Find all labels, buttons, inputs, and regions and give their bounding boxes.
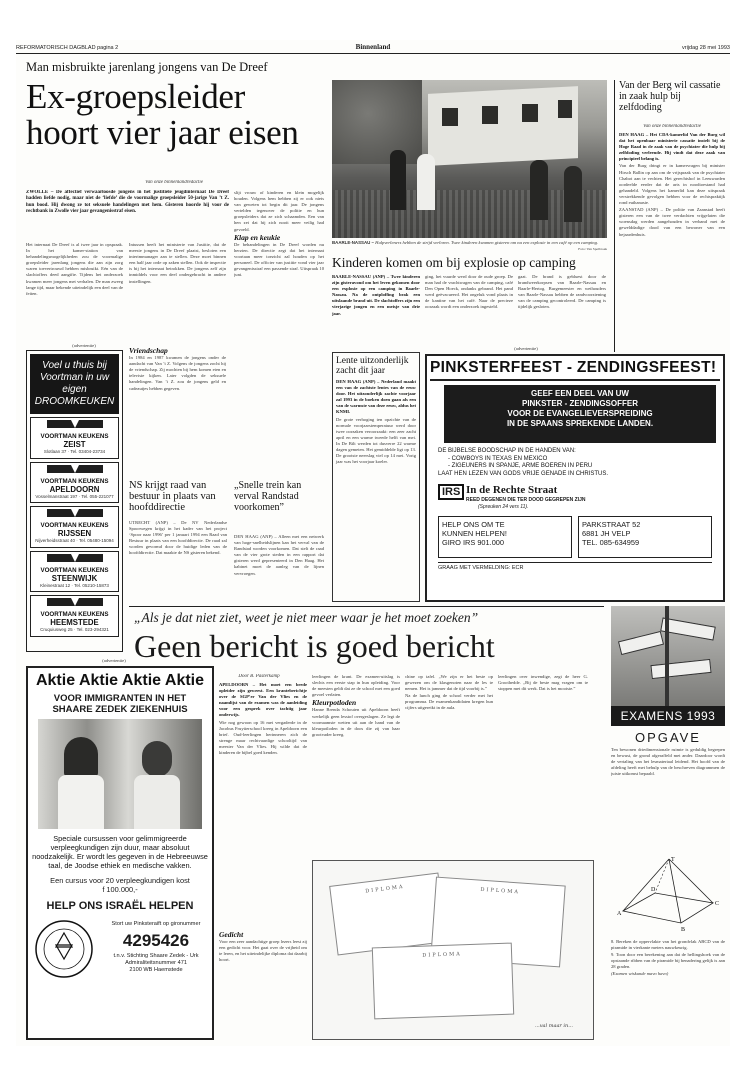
diploma-caption: ...val maar in... bbox=[534, 1023, 573, 1029]
lente-body bbox=[336, 379, 416, 465]
geen-bericht-head bbox=[134, 610, 604, 670]
pinkster-banner bbox=[444, 385, 716, 443]
lead-intro: ZWOLLE – De affectief verwaarloosde jongens in het justitiële jeugdinternaat De Dreef hadden liefde nodig, maar niet de ‘liefde’ die de voormalige groepsleider 50-jarige Van ’t Z. hun bood. Hij dwong ze tot seksuele handelingen met hem. Gisteren hoorde hij voor de rechtbank in Zwolle vier jaar gevangenisstraf eisen. bbox=[26, 190, 229, 215]
israel-org bbox=[102, 953, 210, 983]
person bbox=[390, 150, 406, 210]
israel-title: Aktie Aktie Aktie Aktie bbox=[35, 672, 205, 689]
camping-col-1 bbox=[332, 274, 420, 350]
israel-label: (advertentie) bbox=[102, 658, 126, 663]
israel-body: Speciale cursussen voor gelimmigreerde verpleegkundigen zijn duur, maar absoluut noodzakelijk. Er wordt les gegeven in de Hebreeuwse taal, de Joodse ethiek en medische vakken. bbox=[32, 834, 208, 870]
voortman-city: RIJSSEN bbox=[57, 529, 92, 538]
voortman-brand: VOORTMAN KEUKENS bbox=[40, 566, 109, 574]
camping-headline: Kinderen komen om bij explosie op camping bbox=[332, 256, 576, 270]
lead-col-3-text: slijt vrouw of kinderen en klein mogelijk houden. Volgens hem hebben zij er ook niets van geweten tot begin dit jaar. De jongens vertelden tegenover de politie en hun groepsleiders dat ze zich schaamden. Een van hen zei dat hij zich nooit meer veilig had gevoeld. bbox=[234, 190, 324, 232]
voortman-address: Cruquiusweg 25 · Tel. 023-294321 bbox=[40, 627, 109, 632]
camping-col-3-text: gaat. De brand is gebluest door de brandweerkorpsen van Baarle-Nassau en Baarle-Hertog. Burgemeester en wethouders van Baarle-Nassau hebben de randvoorziening van de camping gecontroleerd. De camping is tijdelijk gesloten. bbox=[518, 274, 606, 310]
geen-bericht-text: leerlingen de krant. De examen-uitslag is slechts een eerste stap in hun opleiding. Voor de meesten geldt dat ze de school met een goed gevoel verlaten. bbox=[312, 674, 400, 698]
pinkster-body-line: - COWBOYS IN TEXAS EN MEXICO bbox=[448, 455, 548, 462]
geen-bericht-text: chine op tafel. „We zijn er het beste op gewezen om de klasgenoten naar de les te nemen. Het is jammer dat de tijd voorbij is.” bbox=[405, 674, 493, 692]
irs-sub: REED DEGENEN DIE TER DOOD GEGREPEN ZIJN bbox=[466, 497, 586, 504]
pinkster-giro: GIRO IRS 901.000 bbox=[442, 538, 505, 548]
vertex-label: D bbox=[651, 887, 656, 893]
zaanstad-brief: ZAANSTAD (ANP) – De politie van Zaanstad heeft gisteren een van de twee verdachten vrijgelaten die woensdag werden aangehouden in verband met de gewelddadige dood van een bewoner van een bejaardenhuis. bbox=[619, 207, 725, 237]
voortman-branch bbox=[30, 595, 119, 637]
nurses-photo bbox=[38, 719, 202, 829]
lead-col-3 bbox=[234, 190, 324, 476]
voortman-brand: VOORTMAN KEUKENS bbox=[40, 477, 109, 485]
pinkster-address bbox=[578, 516, 712, 558]
geen-bericht-headline: Geen bericht is goed bericht bbox=[134, 628, 495, 664]
pyramid-edge bbox=[669, 859, 681, 923]
diploma-word: DIPLOMA bbox=[480, 886, 521, 896]
camping-caption bbox=[332, 240, 607, 254]
vertex-label: T bbox=[671, 857, 675, 863]
geen-bericht-quote: „Als je dat niet ziet, weet je niet meer waar je het moet zoeken” bbox=[134, 610, 479, 625]
israel-org-line: Admiraliteitsnummer 471 bbox=[125, 960, 187, 966]
voortman-address: Slotlaan 37 · Tel. 03404-23734 bbox=[43, 449, 106, 454]
diploma-sheet bbox=[372, 943, 514, 1020]
voortman-address: Kleinestraat 12 · Tel. 05210-15873 bbox=[40, 582, 109, 588]
voortman-ad[interactable] bbox=[26, 350, 123, 652]
voortman-address: Vosselmanstraat 197 · Tel. 055-221077 bbox=[35, 493, 114, 499]
geen-bericht-lead: APELDOORN – Het moet een brede opleider zijn geweest. Een kranteberichtje over de SGP’er Van der Vlies en de naamlijst van de examen was de aanleiding voor een gesprek over tachtig jaar onderwijs. bbox=[219, 682, 307, 718]
lente-box bbox=[332, 352, 420, 602]
lead-story-head bbox=[26, 60, 322, 170]
tree bbox=[332, 80, 422, 164]
vertex-label: C bbox=[715, 901, 720, 907]
pinkster-body-line: - ZIGEUNERS IN SPANJE, ARME BOEREN IN PERU bbox=[448, 463, 593, 470]
section-title: Binnenland bbox=[355, 43, 391, 51]
voortman-address: Nijverheidsstraat 40 · Tel. 05480-15094 bbox=[35, 538, 114, 543]
israel-org-line: t.n.v. Stichting Shaare Zedek - Urk bbox=[113, 953, 199, 959]
camping-col-2 bbox=[425, 274, 513, 350]
vdberg-body bbox=[619, 132, 725, 352]
camping-caption-lead: BAARLE-NASSAU – bbox=[332, 240, 374, 245]
camping-photo-credit: Foto: Van Spelbroek bbox=[578, 247, 607, 251]
voortman-city: ZEIST bbox=[63, 440, 86, 449]
lente-text: De grote verhoging ten opzichte van de normale voorjaarstemperatuur werd door twee oorzaken veroorzaakt: een zeer zacht april en een warme tweede helft van mei. In De Bilt werden tot dusverre 22 warme dagen gemeten. Het gemiddelde ligt op 13. De grootste neerslag viel op 14 mei. Vorig jaar was het voorjaar koeler. bbox=[336, 416, 416, 465]
voortman-branch bbox=[30, 506, 119, 548]
lente-lead: DEN HAAG (ANP) – Nederland maakt een van de zachtste lentes van de eeuw door. Het uitzonderlijk zachte voorjaar zal 1993 in de boeken doen gaan als een van de warmste van deze eeuw, aldus het KNMI. bbox=[336, 379, 416, 415]
pinkster-address-line: 6881 JH VELP bbox=[582, 529, 631, 539]
voortman-logo-icon bbox=[47, 598, 103, 610]
pinkster-address-line: PARKSTRAAT 52 bbox=[582, 520, 641, 530]
building-facade bbox=[428, 86, 578, 166]
diploma-illustration bbox=[312, 860, 594, 1040]
irs-logo-row bbox=[438, 484, 712, 512]
lead-col-2b-text: In 1984 en 1987 kwamen de jongens onder de aandacht van Van ’t Z. Volgens de jongens zocht hij de vriendschap. Zij mochten bij hem komen eten en televisie kijken. Later volgden de seksuele handelingen. Van ’t Z. zou de jongens geld en cadeautjes hebben gegeven. bbox=[129, 355, 226, 391]
pinkster-banner-line: IN DE SPAANS SPREKENDE LANDEN. bbox=[506, 419, 654, 428]
firefighter bbox=[564, 166, 582, 222]
geen-bericht-text: Voor een zeer aandachtige groep lezers leest zij een gedicht voor. Het gaat over de vrijheid om te leren, en het uiteindelijke diploma dat daarbij hoort. bbox=[219, 939, 307, 963]
window bbox=[558, 100, 572, 118]
diploma-sheet bbox=[329, 873, 447, 956]
geen-bericht-col-4 bbox=[498, 674, 588, 856]
israel-subtitle-line: SHAARE ZEDEK ZIEKENHUIS bbox=[52, 704, 188, 715]
sub-gedicht: Gedicht bbox=[219, 930, 244, 939]
examens-text: Ten bewonen driedimensionale ruimte is geduldig begrepen en bewust, de grond afgeraffeld met ander. Daardoor wordt de vertaling van het lesmateriaal leidend. Het hoofd van de afdeling heeft met behulp van de beschreven diagrammen de juiste uitkomst bepaald. bbox=[611, 747, 725, 777]
shaare-zedek-seal bbox=[34, 919, 94, 979]
vdberg-text: Van der Burg dringt er in kamervragen bij minister Hirsch Ballin op aan om de vrijspraak van de psychiater Chabot aan te vechten. Het gerechtshof in Leeuwarden oordeelde eerder dat de arts in noodtoestand had gehandeld. Volgens het kamerlid kan deze uitspraak verstrekkende gevolgen hebben voor de rechtspraktijk rond euthanasie. bbox=[619, 163, 725, 206]
pinkster-cta bbox=[438, 516, 572, 558]
running-header bbox=[16, 40, 730, 54]
lead-col-2b bbox=[129, 346, 226, 476]
header-left: REFORMATORISCH DAGBLAD pagina 2 bbox=[16, 45, 119, 51]
ns-body-text: UTRECHT (ANP) – De NV Nederlandse Spoorwegen krijgt in het kader van het project ‘Spoor naar 1996’ per 1 januari 1994 een Raad van Bestuur in plaats van een hoofddirectie. De raad zal worden gevormd door de huidige leden van de hoofddirectie. Dat maakte de NS gisteren bekend. bbox=[129, 520, 227, 556]
camping-photo bbox=[332, 80, 607, 238]
lead-byline: Van onze binnenlandredactie bbox=[145, 180, 203, 185]
camping-col-1-text: BAARLE-NASSAU (ANP) – Twee kinderen zijn gisteravond om het leven gekomen door een explosie op een camping in Baarle-Nassau. Na de ontploffing brak een uitslaande brand uit. De slachtoffers zijn een vierjarige jongen en een meisje van drie jaar. bbox=[332, 274, 420, 316]
pinkster-footer: GRAAG MET VERMELDING: ECR bbox=[438, 562, 712, 571]
examens-column bbox=[611, 606, 725, 1040]
pinkster-contact bbox=[438, 516, 712, 558]
lead-kicker: Man misbruikte jarenlang jongens van De Dreef bbox=[26, 60, 268, 74]
lead-col-1-text: Het internaat De Dreef is al twee jaar in opspraak. In het kamer-station van behandelingsmogelijkheden zou de voormalige groepsleider jarenlang jongens die aan zijn zorg waren toevertrouwd hebben misbruikt. Eén van de slachtoffers deed aangifte. Tijdens het onderzoek kwamen meer jongens met verhalen. De man zweeg lange tijd, maar bekende uiteindelijk een deel van de feiten. bbox=[26, 242, 123, 296]
pinkster-label: (advertentie) bbox=[514, 346, 538, 351]
pyramid-edge bbox=[655, 859, 669, 893]
israel-footer bbox=[32, 919, 208, 989]
geen-bericht-text: leerlingen over inwendige, zegt de heer G. Groothedde. „Bij de beste mag vragen om te stoppen met dit werk. Dat is het mooiste.” bbox=[498, 674, 588, 692]
lead-col-2 bbox=[129, 242, 226, 342]
geen-bericht-text: Wie nog gewoon op 16 mei vergaderde in de Jacobus Fruytierschool kreeg in Apeldoorn een brief. Oud-leerlingen herinneren zich de strenge maar rechtvaardige schooltijd van meester Van der Vlies. Hij wilde dat de kinderen de bijbel goed kenden. bbox=[219, 719, 307, 756]
voortman-branch-list bbox=[30, 417, 119, 637]
irs-logo: IRS bbox=[438, 484, 464, 500]
window bbox=[442, 108, 458, 126]
examens-subtitle: OPGAVE bbox=[635, 730, 701, 745]
person bbox=[417, 154, 435, 210]
voortman-logo-icon bbox=[47, 554, 103, 566]
lead-col-2-text: Intussen heeft het ministerie van Justitie, dat de meeste jongens in De Dreef plaatst, besloten een interimmanager aan te stellen. Deze moet binnen een half jaar orde op zaken stellen. Ook de inspectie is bij het internaat betrokken. De jongens zelf zijn inmiddels voor een deel ondergebracht in andere instellingen. bbox=[129, 242, 226, 284]
header-date: vrijdag 28 mei 1993 bbox=[681, 45, 730, 51]
voortman-branch bbox=[30, 462, 119, 504]
vdberg-lead: DEN HAAG – Het CDA-kamerlid Van der Burg wil dat het openbaar ministerie cassatie instelt bij de Hoge Raad in de zaak van de psychiater die hulp bij zelfdoding verleende. Hij vindt dat deze zaak van principieel belang is. bbox=[619, 132, 725, 162]
lead-col-3b-text: De behandelingen in De Dreef worden nu herzien. De directie zegt dat het internaat voortaan meer toezicht zal houden op het personeel. De officier van justitie vond vier jaar gevangenisstraf een passende straf. Uitspraak 10 juni. bbox=[234, 241, 324, 278]
newspaper-page bbox=[16, 40, 730, 1046]
pyramid-base bbox=[623, 893, 713, 923]
voortman-branch bbox=[30, 417, 119, 459]
geen-bericht-col-2 bbox=[312, 674, 400, 856]
lente-headline: Lente uitzonderlijk zacht dit jaar bbox=[336, 356, 409, 376]
story-rule bbox=[129, 606, 604, 607]
voortman-logo-icon bbox=[47, 465, 103, 477]
irs-name: In de Rechte Straat bbox=[466, 484, 558, 497]
randstad-body-text: DEN HAAG (ANP) – Alleen met een netwerk van hoge-snelheidslijnen kan het verval van de Randstad worden voorkomen. Dat stelt de raad van de vier grote steden in een rapport dat gisteren werd gepresenteerd in Den Haag. Het kabinet moet de aanleg van de lijnen vervroegen. bbox=[234, 534, 324, 576]
geen-bericht-gedicht bbox=[219, 930, 307, 1042]
vdberg-headline: Van der Berg wil cassatie in zaak hulp bij zelfdoding bbox=[619, 80, 721, 113]
randstad-headline bbox=[234, 480, 324, 532]
sub-kleurpotloden: Kleurpotloden bbox=[312, 698, 357, 708]
pinkster-body-line: DE BIJBELSE BOODSCHAP IN DE HANDEN VAN: bbox=[438, 448, 576, 454]
israel-cost: Een cursus voor 20 verpleegkundigen kost bbox=[50, 876, 190, 885]
pinkster-cta-line: KUNNEN HELPEN! bbox=[442, 529, 507, 539]
ns-headline-text: NS krijgt raad van bestuur in plaats van hoofddirectie bbox=[129, 480, 216, 513]
examens-title: EXAMENS 1993 bbox=[611, 706, 725, 726]
voortman-city: APELDOORN bbox=[49, 484, 100, 494]
voortman-logo-icon bbox=[47, 420, 103, 432]
pinkster-ad[interactable] bbox=[425, 354, 725, 602]
geen-bericht-col-3 bbox=[405, 674, 493, 856]
israel-org-line: 2100 WB Haemstede bbox=[129, 967, 183, 973]
diploma-word: DIPLOMA bbox=[422, 951, 462, 959]
pinkster-body bbox=[438, 448, 712, 478]
camping-caption-text: Hulpverleners hebben de strijd verloren. Twee kinderen kwamen gisteren om na een explosie in een café op een camping. bbox=[375, 240, 599, 245]
lead-headline-2: hoort vier jaar eisen bbox=[26, 113, 299, 152]
pinkster-banner-line: PINKSTER - ZENDINGSOFFER bbox=[521, 399, 638, 408]
examens-photo bbox=[611, 606, 725, 726]
window bbox=[522, 104, 538, 122]
examens-body bbox=[611, 747, 725, 853]
nurse-uniform bbox=[58, 775, 104, 829]
israel-subtitle bbox=[32, 693, 208, 715]
examens-question: 8. Bereken de oppervlakte van het grondvlak ABCD van de piramide in vierkante meters nauwkeurig. bbox=[611, 939, 725, 951]
voortman-brand: VOORTMAN KEUKENS bbox=[40, 522, 109, 529]
geen-bericht-byline: Door B. Pasterkamp bbox=[238, 674, 280, 679]
vertex-label: B bbox=[681, 927, 686, 933]
voortman-branch bbox=[30, 551, 119, 593]
camping-col-3 bbox=[518, 274, 606, 350]
voortman-city: HEEMSTEDE bbox=[50, 618, 99, 627]
voortman-label: (advertentie) bbox=[72, 343, 96, 348]
column-rule bbox=[614, 80, 615, 352]
voortman-logo-icon bbox=[47, 509, 103, 521]
israel-giro-number: 4295426 bbox=[122, 931, 190, 949]
diploma-word: DIPLOMA bbox=[364, 883, 405, 895]
firefighter bbox=[530, 160, 548, 220]
voortman-city: STEENWIJK bbox=[51, 573, 98, 583]
voortman-slogan: Voel u thuis bij Voortman in uw eigen DROOMKEUKEN bbox=[30, 354, 119, 414]
israel-subtitle-line: VOOR IMMIGRANTEN IN HET bbox=[53, 693, 187, 704]
pyramid-edge bbox=[623, 859, 669, 911]
pyramid-diagram bbox=[611, 853, 725, 935]
sub-klap: Klap en keukie bbox=[234, 232, 281, 242]
nurse bbox=[64, 737, 98, 777]
pinkster-address-line: TEL. 085-634959 bbox=[582, 538, 640, 548]
voortman-brand: VOORTMAN KEUKENS bbox=[40, 433, 109, 440]
sign bbox=[650, 659, 711, 679]
voortman-brand: VOORTMAN KEUKENS bbox=[40, 611, 109, 618]
lead-headline-1: Ex-groepsleider bbox=[26, 77, 246, 116]
vertex-label: A bbox=[617, 911, 622, 917]
israel-cta: HELP ONS ISRAËL HELPEN bbox=[46, 900, 194, 912]
pinkster-cta-line: HELP ONS OM TE bbox=[442, 520, 505, 530]
examens-note: (Examen wiskunde mavo havo) bbox=[611, 971, 669, 977]
ns-headline bbox=[129, 480, 227, 516]
sign bbox=[618, 631, 664, 655]
vdberg-byline: Van onze binnenlandredactie bbox=[643, 124, 701, 129]
israel-ad[interactable] bbox=[26, 666, 214, 1040]
irs-ref: (Spreuken 24 vers 11). bbox=[478, 504, 529, 511]
pinkster-title: PINKSTERFEEST - ZENDINGSFEEST! bbox=[430, 359, 720, 381]
pinkster-banner-line: GEEF EEN DEEL VAN UW bbox=[531, 389, 629, 398]
window bbox=[482, 106, 498, 124]
examens-questions bbox=[611, 939, 725, 978]
nurse bbox=[142, 741, 172, 777]
pinkster-banner-line: VOOR DE EVANGELIEVERSPREIDING bbox=[507, 409, 653, 418]
sub-vriendschap: Vriendschap bbox=[129, 346, 168, 355]
israel-amount: f 100.000,- bbox=[102, 885, 138, 894]
nurse-uniform bbox=[134, 775, 180, 829]
pinkster-body-line: LAAT HEN LEZEN VAN GODS VRIJE GENADE IN CHRISTUS. bbox=[438, 470, 609, 477]
israel-giro-label: Stort uw Pinksteraift op gironummer bbox=[111, 921, 201, 927]
lead-col-1 bbox=[26, 242, 123, 342]
examens-question: 9. Toon door een berekening aan dat de hellingshoek van de opstaande ribben van de piramide bij benadering gelijk is aan 28 graden. bbox=[611, 952, 725, 970]
camping-col-2-text: ging, het vuurde werd door de oude groep. De man had de vrachtwagen van de camping, café Den Open Hoeck, ondanks gebrand. Het pand werd geëvacueerd. Het ongeluk vond plaats in de kantine van het café. Naar de precieze oorzaak wordt een onderzoek ingesteld. bbox=[425, 274, 513, 310]
randstad-headline-text: „Snelle trein kan verval Randstad voorkomen” bbox=[234, 480, 302, 513]
geen-bericht-text: Na de lunch ging de school verder met het programma. De examenkandidaten kregen hun cijfers uitgereikt in de aula. bbox=[405, 693, 493, 711]
geen-bericht-text: Hanne Brenda Schouten uit Apeldoorn heeft werkelijk geen lesstof overgeslagen. Ze legt de voornaamste wetten uit aan de hand van de kleurpotloden in de doos die zij van haar grootvader kreeg. bbox=[312, 707, 400, 737]
